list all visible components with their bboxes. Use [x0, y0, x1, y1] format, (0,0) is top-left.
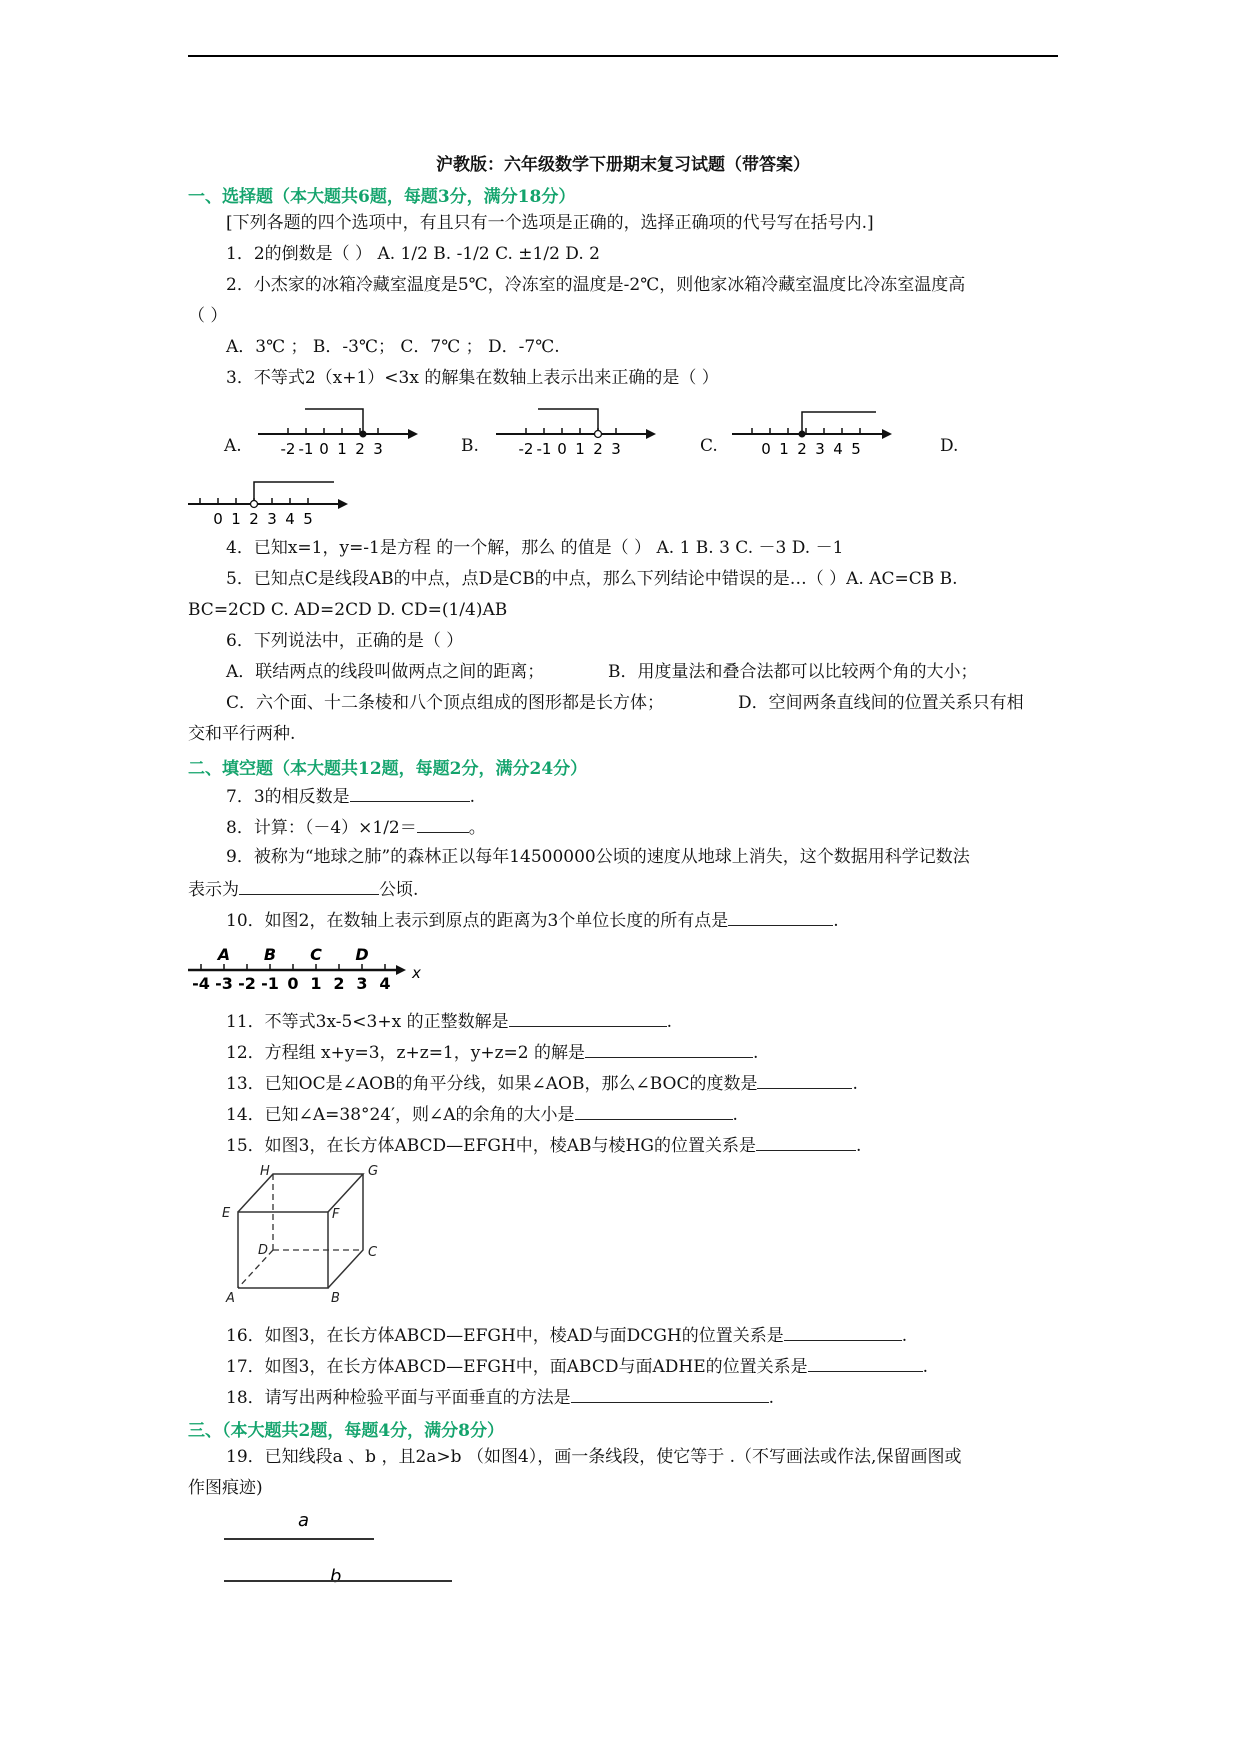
- question-6: 6．下列说法中，正确的是（ ）: [226, 631, 464, 651]
- section-3-heading: 三、（本大题共2题，每题4分，满分8分）: [188, 1421, 504, 1441]
- question-15: [226, 1134, 861, 1156]
- fig3-vertex-label: G: [368, 1164, 379, 1179]
- question-8: [226, 816, 486, 838]
- page-title: 沪教版：六年级数学下册期末复习试题（带答案）: [436, 155, 810, 175]
- question-12-text: 12．方程组 x+y=3，z+z=1，y+z=2 的解是: [226, 1043, 586, 1063]
- question-13: [226, 1072, 858, 1094]
- q3c-tick-label: 3: [815, 440, 825, 458]
- answer-blank: [239, 878, 379, 895]
- q3a-tick-label: 0: [319, 440, 329, 458]
- question-17: [226, 1355, 928, 1377]
- punctuation: .: [469, 787, 476, 807]
- fig3-vertex-label: B: [331, 1291, 340, 1306]
- q3b-tick-label: -1: [536, 440, 552, 458]
- question-7: [226, 785, 475, 807]
- question-14: [226, 1103, 738, 1125]
- answer-blank: [350, 785, 470, 802]
- question-6-option-d: D．空间两条直线间的位置关系只有相: [738, 693, 1024, 713]
- q3a-tick-label: 2: [355, 440, 365, 458]
- answer-blank: [728, 909, 833, 926]
- q3-option-c-label: C.: [700, 436, 718, 456]
- question-10-text: 10．如图2，在数轴上表示到原点的距离为3个单位长度的所有点是: [226, 911, 729, 931]
- fig3-vertex-label: E: [222, 1206, 231, 1221]
- fig2-point-label: A: [217, 945, 231, 964]
- fig2-tick-label: 3: [356, 974, 368, 993]
- q3-number-line-b: [496, 402, 666, 462]
- fig2-point-label: B: [263, 945, 277, 964]
- q3b-tick-label: -2: [518, 440, 534, 458]
- cuboid-right-edges: [328, 1174, 363, 1288]
- fig3-vertex-label: A: [226, 1291, 235, 1306]
- punctuation: .: [855, 1136, 862, 1156]
- question-9-line1: 9．被称为“地球之肺”的森林正以每年14500000公顷的速度从地球上消失，这个数据用科学记数法: [226, 847, 970, 867]
- q3d-tick-label: 1: [231, 510, 241, 528]
- question-5-line1: 5．已知点C是线段AB的中点，点D是CB的中点，那么下列结论中错误的是…（ ）A. AC=CB B.: [226, 569, 958, 589]
- q3c-tick-label: 1: [779, 440, 789, 458]
- figure-3-cuboid: [218, 1162, 398, 1314]
- question-8-text: 8．计算：（－4）×1/2＝: [226, 818, 417, 838]
- q3b-tick-label: 2: [593, 440, 603, 458]
- question-16-text: 16．如图3，在长方体ABCD—EFGH中，棱AD与面DCGH的位置关系是: [226, 1326, 784, 1346]
- question-10: [226, 909, 839, 931]
- question-1: 1．2的倒数是（ ） A. 1/2 B. -1/2 C. ±1/2 D. 2: [226, 244, 600, 264]
- punctuation: .: [833, 911, 839, 931]
- punctuation: .: [732, 1105, 738, 1125]
- question-5-line2: BC=2CD C. AD=2CD D. CD=(1/4)AB: [188, 600, 508, 620]
- question-17-text: 17．如图3，在长方体ABCD—EFGH中，面ABCD与面ADHE的位置关系是: [226, 1357, 808, 1377]
- question-6-option-d-cont: 交和平行两种.: [188, 724, 296, 744]
- answer-blank: [756, 1134, 856, 1151]
- question-3: 3．不等式2（x+1）<3x 的解集在数轴上表示出来正确的是（ ）: [226, 368, 719, 388]
- question-2-options: A．3℃ ； B．-3℃； C．7℃ ； D．-7℃.: [226, 337, 560, 357]
- answer-blank: [585, 1041, 753, 1058]
- question-6-option-a: A．联结两点的线段叫做两点之间的距离；: [226, 662, 545, 682]
- q3-number-line-c: [732, 402, 902, 462]
- question-2-line1: 2．小杰家的冰箱冷藏室温度是5℃，冷冻室的温度是-2℃，则他家冰箱冷藏室温度比冷冻室温度高: [226, 275, 966, 295]
- segment-b-label: b: [330, 1566, 342, 1586]
- question-6-option-c: C．六个面、十二条棱和八个顶点组成的图形都是长方体；: [226, 693, 665, 713]
- question-15-text: 15．如图3，在长方体ABCD—EFGH中，棱AB与棱HG的位置关系是: [226, 1136, 756, 1156]
- answer-blank: [417, 816, 469, 833]
- question-16: [226, 1324, 907, 1346]
- q3-option-d-label: D.: [940, 436, 959, 456]
- question-9-unit: 公顷.: [379, 880, 419, 900]
- question-19-line2: 作图痕迹): [188, 1478, 263, 1498]
- question-18-text: 18．请写出两种检验平面与平面垂直的方法是: [226, 1388, 571, 1408]
- question-4: 4．已知x=1，y=-1是方程 的一个解，那么 的值是（ ） A. 1 B. 3 C. －3 D. －1: [226, 538, 844, 558]
- figure-2-number-line: [188, 936, 428, 994]
- answer-blank: [757, 1072, 852, 1089]
- q3-number-line-d: [188, 468, 358, 528]
- q3a-tick-label: -2: [280, 440, 296, 458]
- q3-option-b-label: B.: [461, 436, 479, 456]
- punctuation: .: [901, 1326, 908, 1346]
- fig2-point-label: D: [355, 945, 369, 964]
- question-9-line2: [188, 878, 418, 900]
- punctuation: .: [922, 1357, 929, 1377]
- fig3-vertex-label: C: [368, 1245, 378, 1260]
- question-18: [226, 1386, 774, 1408]
- q3d-tick-label: 0: [213, 510, 223, 528]
- answer-blank: [808, 1355, 923, 1372]
- question-11: [226, 1010, 672, 1032]
- q3b-tick-label: 3: [611, 440, 621, 458]
- q3-number-line-a: [258, 402, 428, 462]
- fig2-tick-label: 0: [287, 974, 299, 993]
- q3d-tick-label: 5: [303, 510, 313, 528]
- q3c-tick-label: 0: [761, 440, 771, 458]
- question-7-text: 7．3的相反数是: [226, 787, 350, 807]
- fig3-vertex-label: D: [258, 1243, 269, 1258]
- question-9-text: 表示为: [188, 880, 239, 900]
- q3c-tick-label: 2: [797, 440, 807, 458]
- fig3-vertex-label: H: [260, 1164, 270, 1179]
- fig2-tick-label: -2: [238, 974, 256, 993]
- segment-a-label: a: [298, 1510, 310, 1531]
- punctuation: .: [852, 1074, 858, 1094]
- fig2-tick-label: -3: [215, 974, 233, 993]
- q3c-tick-label: 5: [851, 440, 861, 458]
- q3d-tick-label: 2: [249, 510, 259, 528]
- question-19-line1: 19．已知线段a 、b ，且2a>b （如图4），画一条线段，使它等于 .（不写画法或作法,保留画图或: [226, 1447, 962, 1467]
- q3a-tick-label: 1: [337, 440, 347, 458]
- section-1-heading: 一、选择题（本大题共6题，每题3分，满分18分）: [188, 187, 576, 207]
- fig2-tick-label: 1: [310, 974, 322, 993]
- punctuation: .: [753, 1043, 759, 1063]
- fig2-point-label: C: [310, 945, 322, 964]
- question-2-line2: （ ）: [188, 306, 228, 326]
- question-6-option-b: B．用度量法和叠合法都可以比较两个角的大小；: [608, 662, 978, 682]
- fig2-axis-label: x: [412, 964, 421, 982]
- question-13-text: 13．已知OC是∠AOB的角平分线，如果∠AOB，那么∠BOC的度数是: [226, 1074, 758, 1094]
- header-rule: [188, 55, 1058, 57]
- fig2-tick-label: 4: [379, 974, 391, 993]
- fig2-tick-label: 2: [333, 974, 345, 993]
- cuboid-top-face: [238, 1174, 363, 1212]
- q3d-tick-label: 3: [267, 510, 277, 528]
- q3a-tick-label: 3: [373, 440, 383, 458]
- question-12: [226, 1041, 758, 1063]
- question-14-text: 14．已知∠A=38°24′，则∠A的余角的大小是: [226, 1105, 575, 1125]
- fig3-vertex-label: F: [332, 1207, 340, 1222]
- punctuation: .: [768, 1388, 775, 1408]
- answer-blank: [571, 1386, 769, 1403]
- q3-option-a-label: A.: [224, 436, 242, 456]
- fig2-tick-label: -4: [192, 974, 210, 993]
- q3b-tick-label: 1: [575, 440, 585, 458]
- punctuation: 。: [468, 818, 486, 838]
- section-1-instruction: [下列各题的四个选项中，有且只有一个选项是正确的，选择正确项的代号写在括号内.]: [226, 213, 874, 233]
- answer-blank: [784, 1324, 902, 1341]
- question-11-text: 11．不等式3x-5<3+x 的正整数解是: [226, 1012, 509, 1032]
- q3b-tick-label: 0: [557, 440, 567, 458]
- q3a-tick-label: -1: [298, 440, 314, 458]
- q3d-tick-label: 4: [285, 510, 295, 528]
- answer-blank: [509, 1010, 667, 1027]
- figure-4-segments: [224, 1506, 464, 1586]
- section-2-heading: 二、填空题（本大题共12题，每题2分，满分24分）: [188, 759, 588, 779]
- answer-blank: [575, 1103, 733, 1120]
- punctuation: .: [666, 1012, 672, 1032]
- fig2-tick-label: -1: [261, 974, 279, 993]
- q3c-tick-label: 4: [833, 440, 843, 458]
